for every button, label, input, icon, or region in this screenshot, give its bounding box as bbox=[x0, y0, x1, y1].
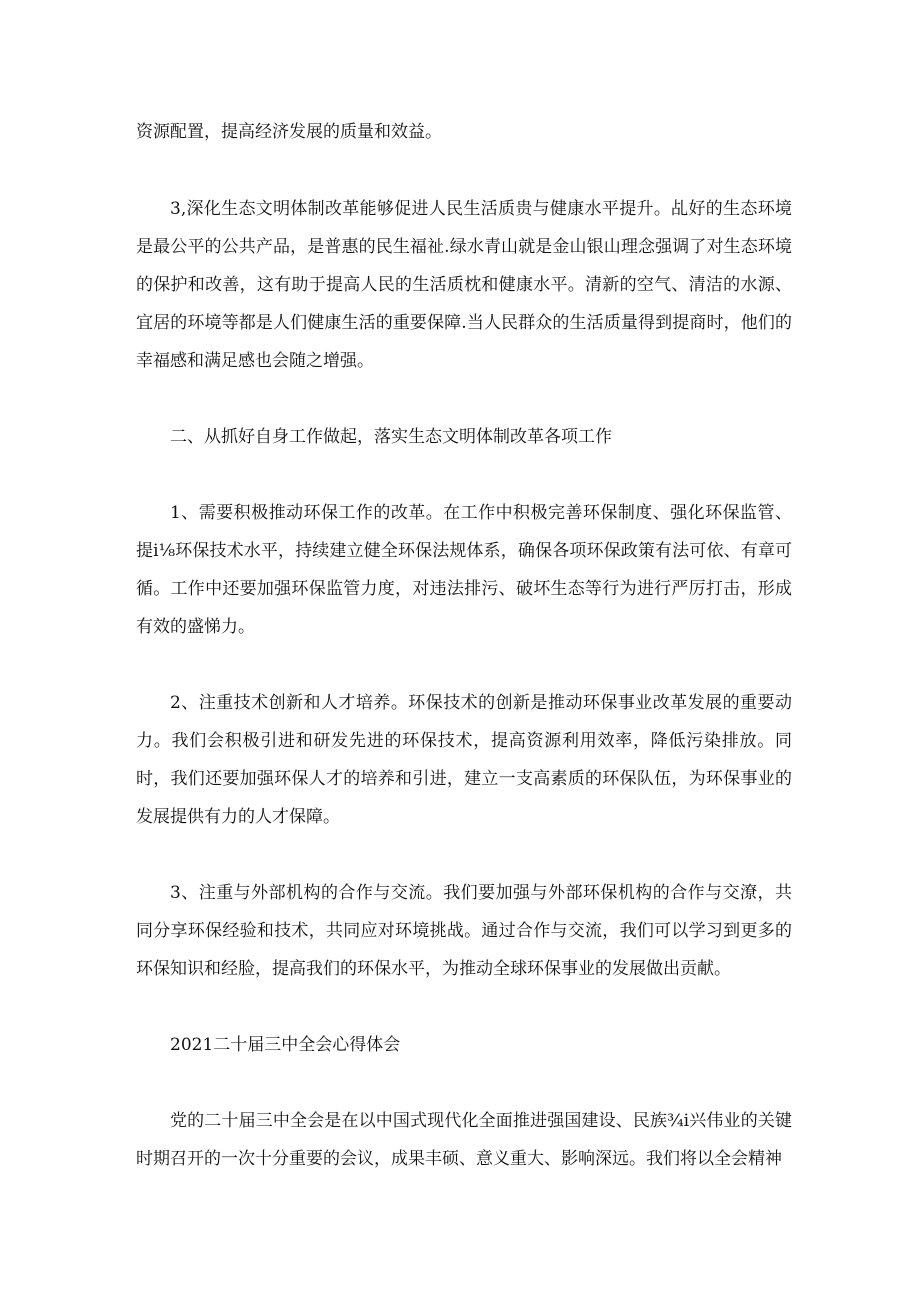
paragraph-item-1: 1、需要积极推动环保工作的改革。在工作中积极完善环保制度、强化环保监管、提i⅛环保技术水平，持续建立健全环保法规体系，确保各项环保政策有法可依、有章可循。工作中还要加强环保监管力度，对违法排污、破坏生态等行为进行严厉打击，形成有效的盛悌力。 bbox=[136, 503, 792, 637]
paragraph-item-2: 2、注重技术创新和人才培养。环保技术的创新是推动环保事业改革发展的重要动力。我们会积极引进和研发先进的环保技术，提高资源利用效率，降低污染排放。同时，我们还要加强环保人才的培养和引进，建立一支高素质的环保队伍，为环保事业的发展提供有力的人才保障。 bbox=[136, 693, 792, 827]
paragraph-continuation: 资源配置，提高经济发展的质量和效益。 bbox=[136, 122, 442, 142]
article-title: 2021二十届三中全会心得体会 bbox=[170, 1035, 401, 1055]
paragraph-item-3: 3、注重与外部机构的合作与交流。我们要加强与外部环保机构的合作与交潦，共同分享环保经验和技术，共同应对环境挑战。通过合作与交流，我们可以学习到更多的环保知识和经脸，提高我们的环保水平，为推动全球环保事业的发展做出贡献。 bbox=[136, 883, 792, 979]
paragraph-opening: 党的二十届三中全会是在以中国式现代化全面推进强国建设、民族¾i兴伟业的关键时期召开的一次十分重要的会议，成果丰硕、意义重大、影响深远。我们将以全会精神 bbox=[136, 1111, 792, 1169]
section-heading-two: 二、从抓好自身工作做起，落实生态文明体制改革各项工作 bbox=[170, 427, 612, 447]
paragraph-point-3: 3,深化生态文明体制改革能够促进人民生活质贵与健康水平提升。乩好的生态环境是最公平的公共产品，是普惠的民生福祉.绿水青山就是金山银山理念强调了对生态环境的保护和改善，这有助于提高人民的生活质枕和健康水平。清新的空气、清洁的水源、宜居的环境等都是人们健康生活的重要保障.当人民群众的生活质量得到提商时，他们的幸福感和满足感也会随之增强。 bbox=[136, 199, 792, 371]
